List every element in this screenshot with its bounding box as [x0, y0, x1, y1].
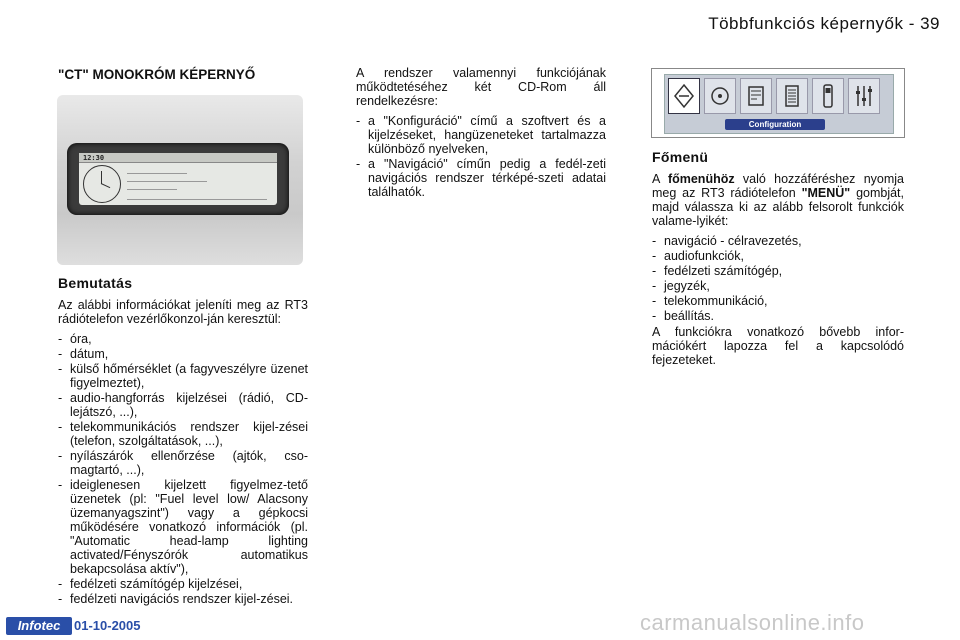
- text-run: való hozzáféréshez nyomja meg az RT3 rádiótelefon: [652, 172, 904, 200]
- display-photo: [57, 95, 303, 265]
- lcd-status-bar: [79, 153, 277, 163]
- configuration-panel: [664, 74, 894, 134]
- text-bold: főmenühöz: [667, 172, 735, 186]
- section-title: "CT" MONOKRÓM KÉPERNYŐ: [58, 67, 256, 82]
- list-item: - audiofunkciók,: [652, 249, 904, 263]
- intro-text: Az alábbi információkat jeleníti meg az RT3 rádiótelefon vezérlőkonzol-ján keresztül:: [58, 298, 308, 326]
- trip-computer-icon: [740, 78, 772, 114]
- monochrome-lcd: [79, 153, 277, 205]
- infotec-logo: Infotec: [6, 617, 72, 635]
- lcd-line: [127, 189, 177, 190]
- closing-text: A funkciókra vonatkozó bővebb infor-mációkért lapozza fel a kapcsolódó fejezeteket.: [652, 325, 904, 367]
- main-menu-section: [652, 150, 904, 373]
- text-run: A: [652, 172, 668, 186]
- list-item: - a "Navigáció" címűn pedig a fedél-zeti navigációs rendszer térképé-szeti adatai találhatók.: [356, 157, 606, 199]
- list-item: - telekommunikációs rendszer kijel-zései (telefon, szolgáltatások, ...),: [58, 420, 308, 448]
- column-middle: [356, 66, 606, 201]
- list-item: - audio-hangforrás kijelzései (rádió, CD-lejátszó, ...),: [58, 391, 308, 419]
- page-header: Többfunkciós képernyők - 39: [708, 14, 940, 33]
- cdrom-list: [356, 114, 606, 199]
- column-left: [58, 68, 308, 82]
- main-menu-text: [652, 172, 904, 228]
- list-item: - fedélzeti számítógép,: [652, 264, 904, 278]
- list-item: - jegyzék,: [652, 279, 904, 293]
- feature-list: [58, 332, 308, 606]
- list-item: - a "Konfiguráció" című a szoftvert és a kijelzéseket, hangüzeneteket tartalmazza különböző nyelveken,: [356, 114, 606, 156]
- list-item: - dátum,: [58, 347, 308, 361]
- lcd-time: 12:30: [83, 154, 105, 162]
- list-item: - telekommunikáció,: [652, 294, 904, 308]
- list-item: - ideiglenesen kijelzett figyelmez-tető üzenetek (pl: "Fuel level low/ Alacsony üzemanyagszint") vagy a gépkocsi működésére vonatkozó információk (pl. "Automatic head-lamp lighting activated/Fényszórók automatikus bekapcsolása aktív"),: [58, 478, 308, 576]
- navigation-icon: [668, 78, 700, 114]
- lcd-line: [127, 181, 207, 182]
- list-item: - beállítás.: [652, 309, 904, 323]
- lcd-line: [127, 199, 267, 200]
- menu-function-list: [652, 234, 904, 323]
- subtitle-fomenu: Főmenü: [652, 149, 709, 165]
- list-item: - fedélzeti számítógép kijelzései,: [58, 577, 308, 591]
- list-item: - navigáció - célravezetés,: [652, 234, 904, 248]
- clock-icon: [83, 165, 121, 203]
- list-item: - külső hőmérséklet (a fagyveszélyre üzenet figyelmeztet),: [58, 362, 308, 390]
- list-item: - fedélzeti navigációs rendszer kijel-zései.: [58, 592, 308, 606]
- settings-icon: [848, 78, 880, 114]
- phone-icon: [812, 78, 844, 114]
- display-bezel: [67, 143, 289, 215]
- directory-icon: [776, 78, 808, 114]
- cdrom-intro: A rendszer valamennyi funkciójának működtetéséhez két CD-Rom áll rendelkezésre:: [356, 66, 606, 108]
- presentation-section: [58, 276, 308, 608]
- list-item: - óra,: [58, 332, 308, 346]
- subtitle-bemutatas: Bemutatás: [58, 275, 133, 291]
- text-bold: "MENÜ": [801, 186, 851, 200]
- watermark: carmanualsonline.info: [640, 610, 865, 635]
- configuration-label: Configuration: [725, 119, 825, 130]
- configuration-screen: [651, 68, 905, 138]
- footer-date: 01-10-2005: [74, 618, 141, 633]
- list-item: - nyílászárók ellenőrzése (ajtók, cso-magtartó, ...),: [58, 449, 308, 477]
- audio-icon: [704, 78, 736, 114]
- text-run: gombját, majd válassza ki az alább felsorolt funkciók valame-lyikét:: [652, 186, 905, 228]
- lcd-line: [127, 173, 187, 174]
- menu-icon-row: [668, 78, 890, 116]
